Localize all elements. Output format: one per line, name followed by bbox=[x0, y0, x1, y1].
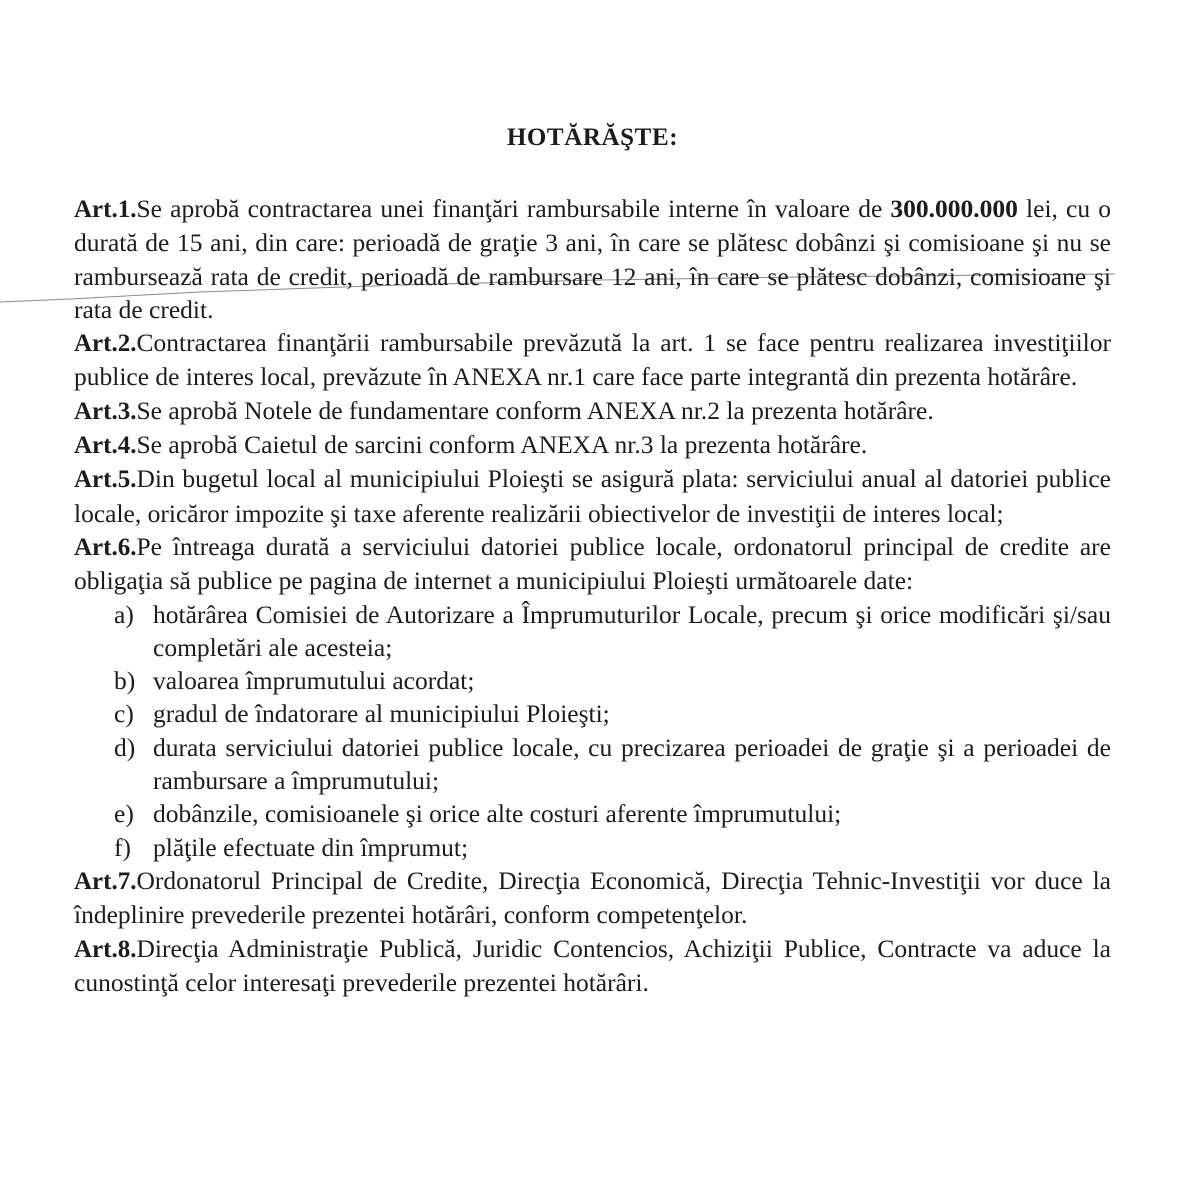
article-3 bbox=[74, 394, 1111, 428]
list-marker: b) bbox=[114, 666, 136, 696]
article-text: Se aprobă Notele de fundamentare conform ANEXA nr.2 la prezenta hotărâre. bbox=[136, 395, 934, 425]
article-text: Ordonatorul Principal de Credite, Direcţia Economică, Direcţia Tehnic-Investiţii vor duce la îndeplinire prevederile prezentei hotărâri, conform competenţelor. bbox=[74, 865, 1111, 930]
article-label: Art.6. bbox=[74, 533, 137, 561]
article-label: Art.5. bbox=[74, 466, 137, 494]
article-label: Art.1. bbox=[74, 196, 137, 223]
article-4 bbox=[74, 428, 1111, 462]
article-text: Se aprobă contractarea unei finanţări rambursabile interne în valoare de bbox=[136, 194, 891, 223]
article-text: lei, cu o durată de 15 ani, din care: perioadă de graţie 3 ani, în care se plătesc dobânzi şi comisioane şi nu se rambursează rata de credit, perioadă de rambursare 12 ani, în care se plătesc dobânzi, comisioane şi rata de credit. bbox=[74, 194, 1111, 324]
list-marker: f) bbox=[114, 832, 131, 862]
article-7 bbox=[74, 864, 1111, 932]
list-item-text: plăţile efectuate din împrumut; bbox=[153, 832, 469, 862]
article-label: Art.4. bbox=[74, 432, 137, 460]
list-item-text: valoarea împrumutului acordat; bbox=[153, 666, 475, 696]
article-5 bbox=[74, 462, 1111, 530]
list-marker: d) bbox=[114, 732, 136, 762]
article-label: Art.3. bbox=[74, 397, 137, 425]
list-marker: e) bbox=[114, 799, 134, 829]
article-text: Pe întreaga durată a serviciului datoriei publice locale, ordonatorul principal de credite are obligaţia să publice pe pagina de internet a municipiului Ploieşti următoarele date: bbox=[74, 531, 1111, 596]
list-item-text: dobânzile, comisioanele şi orice alte costuri aferente împrumutului; bbox=[153, 799, 842, 829]
article-6 bbox=[74, 530, 1111, 598]
article-text: Direcţia Administraţie Publică, Juridic Contencios, Achiziţii Publice, Contracte va aduce la cunostinţă celor interesaţi prevederile prezentei hotărâri. bbox=[74, 933, 1111, 997]
article-8 bbox=[74, 932, 1111, 1000]
list-item-text: hotărârea Comisiei de Autorizare a Împrumuturilor Locale, precum şi orice modificări şi/sau completări ale acesteia; bbox=[153, 599, 1111, 662]
list-item bbox=[74, 731, 1111, 798]
loan-amount: 300.000.000 bbox=[890, 194, 1018, 223]
article-2 bbox=[74, 326, 1111, 394]
article-label: Art.2. bbox=[74, 330, 137, 358]
article-label: Art.7. bbox=[74, 867, 137, 895]
article-text: Se aprobă Caietul de sarcini conform ANEXA nr.3 la prezenta hotărâre. bbox=[136, 430, 868, 460]
list-item bbox=[74, 664, 1111, 697]
list-marker: c) bbox=[114, 699, 134, 729]
list-marker: a) bbox=[114, 599, 134, 629]
list-item-text: gradul de îndatorare al municipiului Ploieşti; bbox=[153, 699, 610, 729]
article-1 bbox=[74, 192, 1111, 326]
article-text: Din bugetul local al municipiului Ploieşti se asigură plata: serviciului anual al datoriei publice locale, oricăror impozite şi taxe aferente realizării obiectivelor de investiţii de interes local; bbox=[74, 464, 1111, 528]
list-item bbox=[74, 831, 1111, 864]
article-text: Contractarea finanţării rambursabile prevăzută la art. 1 se face pentru realizarea investiţiilor publice de interes local, prevăzute în ANEXA nr.1 care face parte integrantă din prezenta hotărâre. bbox=[74, 328, 1111, 392]
decision-body bbox=[74, 192, 1111, 999]
published-data-list bbox=[74, 598, 1111, 864]
list-item bbox=[74, 598, 1111, 665]
article-label: Art.8. bbox=[74, 935, 137, 963]
list-item bbox=[74, 697, 1111, 730]
list-item-text: durata serviciului datoriei publice locale, cu precizarea perioadei de graţie şi a perioadei de rambursare a împrumutului; bbox=[153, 732, 1111, 796]
list-item bbox=[74, 797, 1111, 830]
decision-heading: HOTĂRĂŞTE: bbox=[506, 124, 679, 151]
